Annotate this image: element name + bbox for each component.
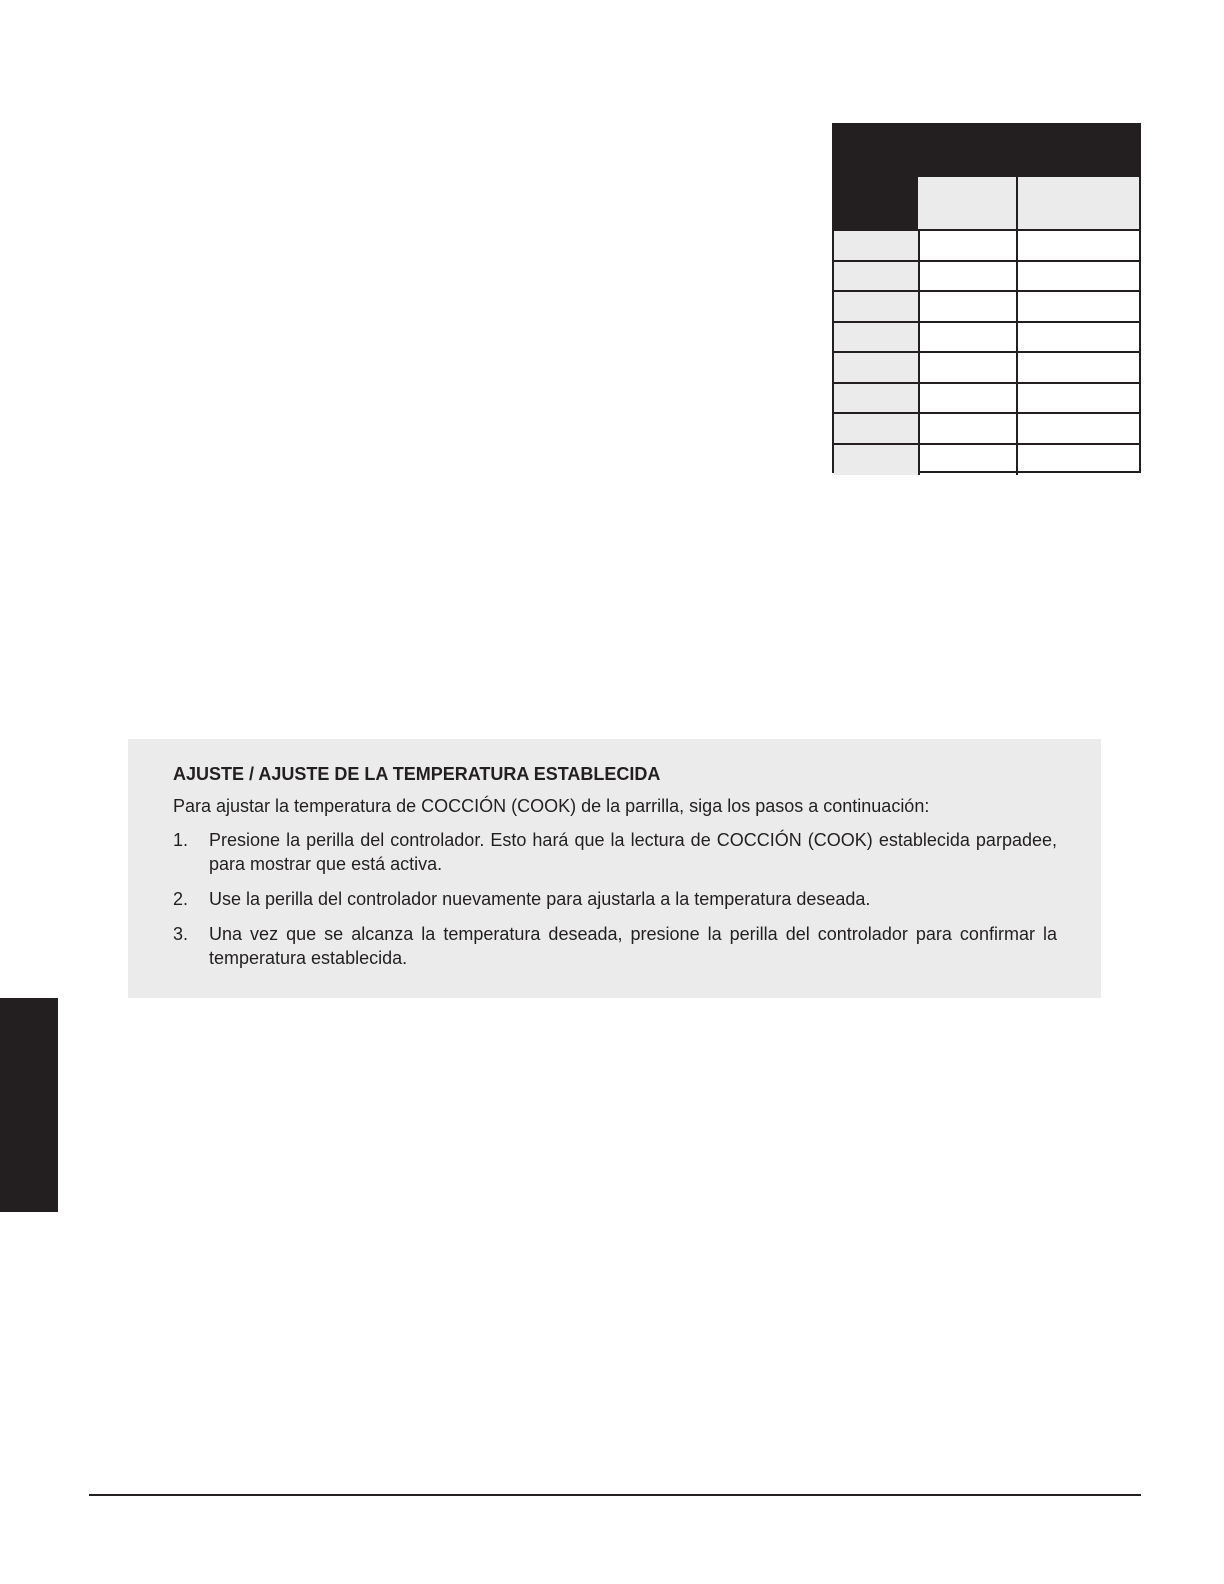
table-cell — [1016, 384, 1139, 413]
footer-divider — [89, 1494, 1141, 1496]
table-cell-label — [834, 323, 918, 352]
table-row — [834, 262, 1139, 293]
table-cell — [918, 292, 1016, 321]
table-row — [834, 384, 1139, 415]
temperature-table — [832, 123, 1141, 473]
side-tab-marker — [0, 998, 58, 1212]
table-cell — [918, 231, 1016, 260]
table-cell-label — [834, 262, 918, 291]
table-row — [834, 414, 1139, 445]
table-cell — [918, 414, 1016, 443]
steps-list — [173, 828, 1057, 970]
step-item — [173, 922, 1057, 970]
table-row — [834, 323, 1139, 354]
table-row — [834, 445, 1139, 476]
table-cell-label — [834, 445, 918, 476]
table-cell — [1016, 445, 1139, 476]
table-row — [834, 353, 1139, 384]
table-cell — [1016, 323, 1139, 352]
table-cell — [1016, 292, 1139, 321]
step-text: Presione la perilla del controlador. Esto hará que la lectura de COCCIÓN (COOK) establecida parpadee, para mostrar que está activa. — [209, 830, 1057, 874]
table-cell-label — [834, 384, 918, 413]
table-cell — [1016, 262, 1139, 291]
step-number: 3. — [173, 924, 189, 944]
table-cell — [918, 262, 1016, 291]
step-text: Use la perilla del controlador nuevamente para ajustarla a la temperatura deseada. — [209, 889, 871, 909]
table-cell — [918, 445, 1016, 476]
section-intro: Para ajustar la temperatura de COCCIÓN (COOK) de la parrilla, siga los pasos a continuación: — [173, 796, 930, 816]
table-cell — [1016, 353, 1139, 382]
table-cell — [918, 323, 1016, 352]
table-header — [834, 125, 1139, 177]
section-title: AJUSTE / AJUSTE DE LA TEMPERATURA ESTABLECIDA — [173, 764, 661, 784]
table-cell-label — [834, 353, 918, 382]
table-cell-label — [834, 414, 918, 443]
table-cell — [1016, 414, 1139, 443]
table-header-left — [834, 177, 918, 229]
instruction-panel — [128, 739, 1101, 998]
table-cell-label — [834, 231, 918, 260]
table-row — [834, 231, 1139, 262]
table-cell — [1016, 231, 1139, 260]
table-cell — [918, 353, 1016, 382]
table-subheader-col-1 — [918, 177, 1016, 229]
step-number: 2. — [173, 889, 189, 909]
step-item — [173, 828, 1057, 876]
table-cell-label — [834, 292, 918, 321]
table-body — [834, 229, 1139, 473]
table-row — [834, 292, 1139, 323]
step-item — [173, 887, 1057, 911]
step-text: Una vez que se alcanza la temperatura deseada, presione la perilla del controlador para confirmar la temperatura establecida. — [209, 924, 1057, 968]
step-number: 1. — [173, 830, 189, 850]
table-cell — [918, 384, 1016, 413]
table-subheader-col-2 — [1016, 177, 1139, 229]
